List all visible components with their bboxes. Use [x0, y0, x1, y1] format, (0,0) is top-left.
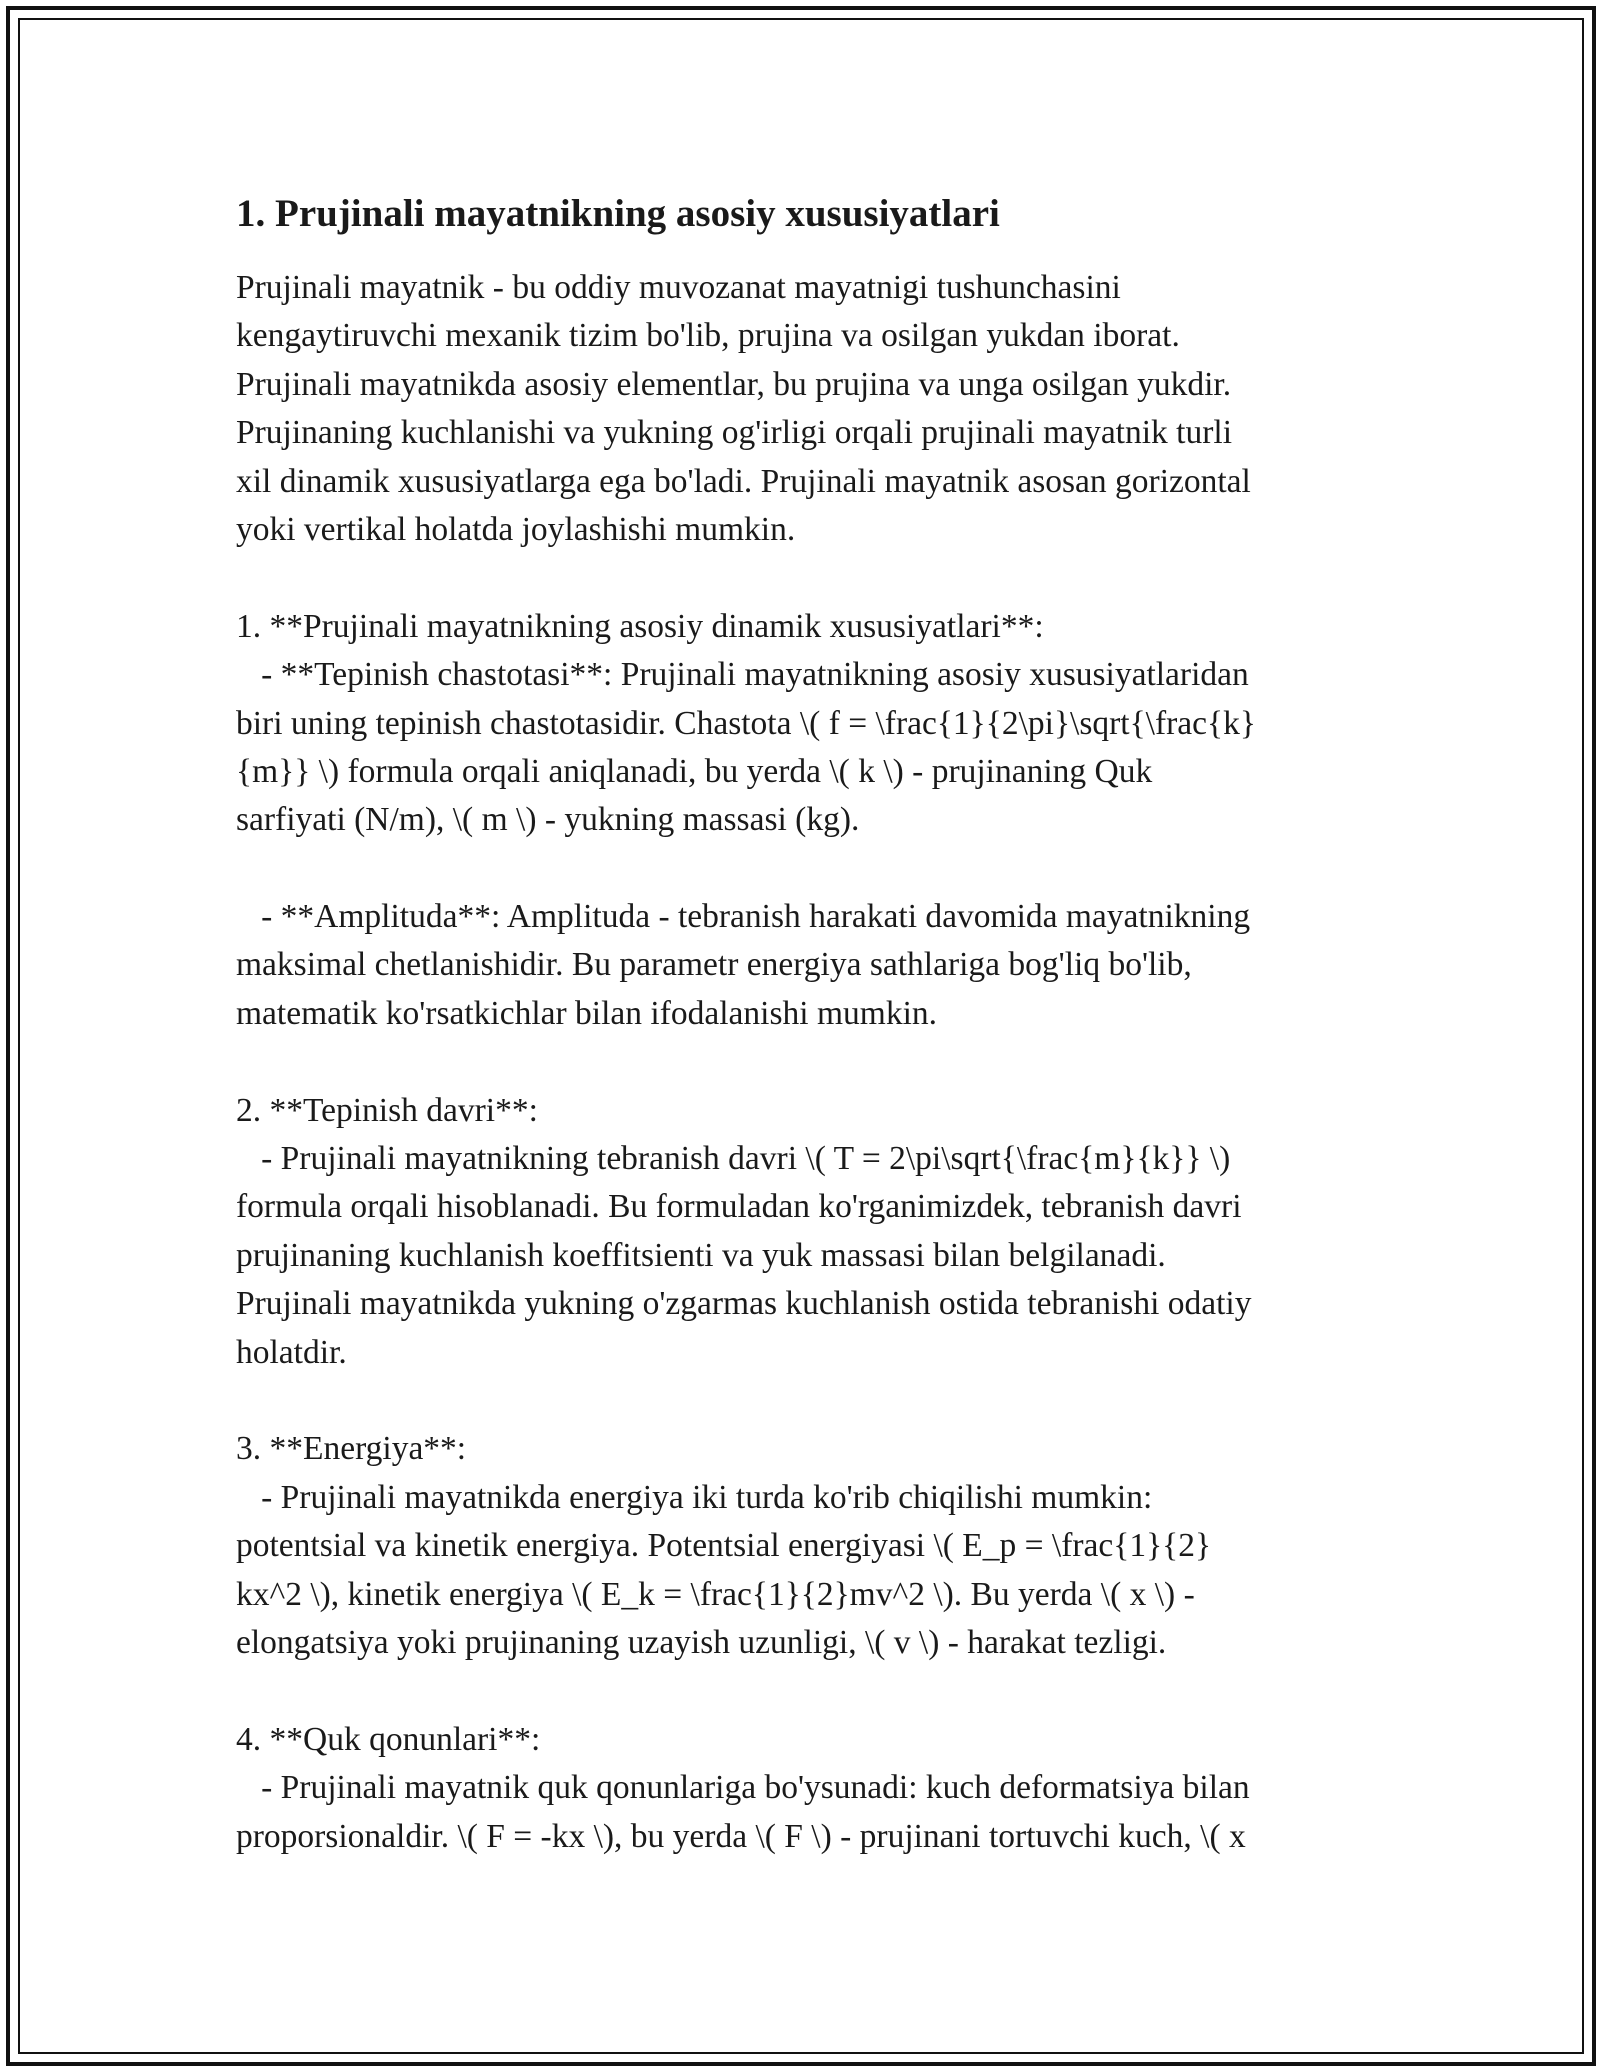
text-line: - **Tepinish chastotasi**: Prujinali mayatnikning asosiy xususiyatlaridan: [236, 656, 1249, 694]
text-line: proporsionaldir. \( F = -kx \), bu yerda \( F \) - prujinani tortuvchi kuch, \( x: [236, 1817, 1246, 1855]
paragraph-gap: [236, 1667, 1366, 1715]
text-line: matematik ko'rsatkichlar bilan ifodalanishi mumkin.: [236, 994, 937, 1032]
text-line: - Prujinali mayatnik quk qonunlariga bo'ysunadi: kuch deformatsiya bilan: [236, 1769, 1250, 1807]
text-line: - **Amplituda**: Amplituda - tebranish harakati davomida mayatnikning: [236, 898, 1251, 936]
document-body: [236, 190, 1366, 1861]
text-line: - Prujinali mayatnikda energiya iki turda ko'rib chiqilishi mumkin:: [236, 1478, 1153, 1516]
text-line: formula orqali hisoblanadi. Bu formuladan ko'rganimizdek, tebranish davri: [236, 1188, 1242, 1226]
text-line: Prujinali mayatnikda asosiy elementlar, bu prujina va unga osilgan yukdir.: [236, 365, 1232, 403]
period-paragraph: [236, 1087, 1366, 1377]
text-line: 2. **Tepinish davri**:: [236, 1091, 538, 1129]
text-line: prujinaning kuchlanish koeffitsienti va yuk massasi bilan belgilanadi.: [236, 1236, 1166, 1274]
text-line: Prujinaning kuchlanishi va yukning og'irligi orqali prujinali mayatnik turli: [236, 414, 1233, 452]
paragraph-gap: [236, 1038, 1366, 1086]
section-heading: 1. Prujinali mayatnikning asosiy xususiyatlari: [236, 192, 1000, 235]
dynamic-properties-paragraph: [236, 603, 1366, 845]
text-line: xil dinamik xususiyatlarga ega bo'ladi. Prujinali mayatnik asosan gorizontal: [236, 462, 1251, 500]
hooke-law-paragraph: [236, 1716, 1366, 1861]
text-line: potentsial va kinetik energiya. Potentsial energiyasi \( E_p = \frac{1}{2}: [236, 1527, 1212, 1565]
paragraph-gap: [236, 845, 1366, 893]
text-line: elongatsiya yoki prujinaning uzayish uzunligi, \( v \) - harakat tezligi.: [236, 1623, 1167, 1661]
text-line: kx^2 \), kinetik energiya \( E_k = \frac{1}{2}mv^2 \). Bu yerda \( x \) -: [236, 1575, 1195, 1613]
text-line: 1. **Prujinali mayatnikning asosiy dinamik xususiyatlari**:: [236, 607, 1044, 645]
text-line: yoki vertikal holatda joylashishi mumkin.: [236, 510, 796, 548]
text-line: biri uning tepinish chastotasidir. Chastota \( f = \frac{1}{2\pi}\sqrt{\frac{k}: [236, 704, 1256, 742]
text-line: holatdir.: [236, 1333, 347, 1371]
text-line: 3. **Energiya**:: [236, 1430, 467, 1468]
text-line: Prujinali mayatnik - bu oddiy muvozanat mayatnigi tushunchasini: [236, 269, 1121, 306]
amplitude-paragraph: [236, 893, 1366, 1038]
text-line: Prujinali mayatnikda yukning o'zgarmas kuchlanish ostida tebranishi odatiy: [236, 1285, 1252, 1323]
energy-paragraph: [236, 1425, 1366, 1667]
text-line: {m}} \) formula orqali aniqlanadi, bu yerda \( k \) - prujinaning Quk: [236, 752, 1153, 790]
text-line: sarfiyati (N/m), \( m \) - yukning massasi (kg).: [236, 801, 860, 839]
paragraph-gap: [236, 1377, 1366, 1425]
text-line: - Prujinali mayatnikning tebranish davri \( T = 2\pi\sqrt{\frac{m}{k}} \): [236, 1140, 1231, 1178]
text-line: 4. **Quk qonunlari**:: [236, 1720, 541, 1758]
paragraph-gap: [236, 554, 1366, 602]
text-line: maksimal chetlanishidir. Bu parametr energiya sathlariga bog'liq bo'lib,: [236, 946, 1192, 984]
intro-paragraph: [236, 264, 1366, 554]
text-line: kengaytiruvchi mexanik tizim bo'lib, prujina va osilgan yukdan iborat.: [236, 317, 1180, 355]
